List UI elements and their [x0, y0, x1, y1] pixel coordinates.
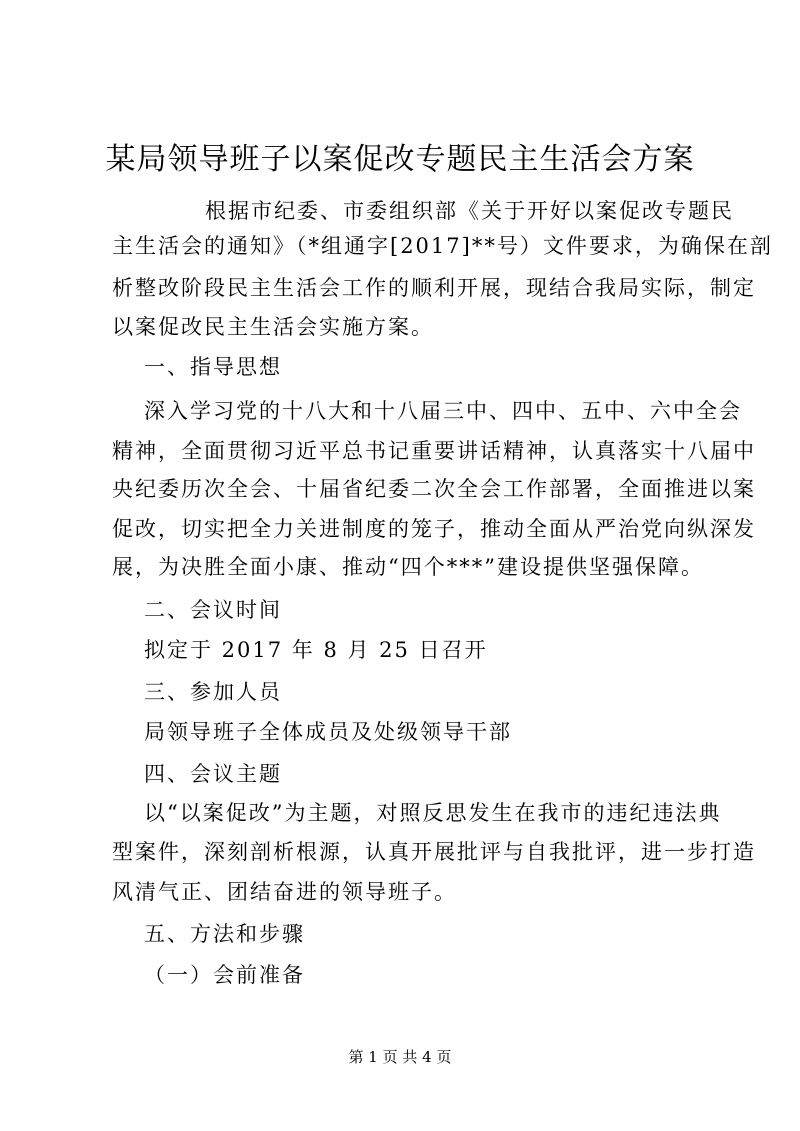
- paragraph-line: 析整改阶段民主生活会工作的顺利开展，现结合我局实际，制定: [112, 276, 756, 300]
- page-number-footer: 第 1 页 共 4 页: [348, 1048, 452, 1066]
- paragraph-line: 精神，全面贯彻习近平总书记重要讲话精神，认真落实十八届中: [112, 439, 756, 463]
- paragraph-line: 拟定于 2017 年 8 月 25 日召开: [144, 638, 488, 662]
- paragraph-line: 以“以案促改”为主题，对照反思发生在我市的违纪违法典: [144, 801, 722, 825]
- paragraph-line: 型案件，深刻剖析根源，认真开展批评与自我批评，进一步打造: [112, 840, 756, 864]
- paragraph-line: 深入学习党的十八大和十八届三中、四中、五中、六中全会: [144, 399, 742, 423]
- subsection-heading: （一）会前准备: [144, 963, 305, 987]
- paragraph-line: 主生活会的通知》（*组通字[2017]**号）文件要求，为确保在剖: [112, 234, 773, 258]
- paragraph-line: 促改，切实把全力关进制度的笼子，推动全面从严治党向纵深发: [112, 517, 756, 541]
- document-title: 某局领导班子以案促改专题民主生活会方案: [105, 142, 695, 177]
- paragraph-line: 央纪委历次全会、十届省纪委二次全会工作部署，全面推进以案: [112, 477, 756, 501]
- section-heading: 三、参加人员: [144, 680, 282, 704]
- section-heading: 一、指导思想: [144, 355, 282, 379]
- section-heading: 五、方法和步骤: [144, 922, 305, 946]
- paragraph-line: 风清气正、团结奋进的领导班子。: [112, 880, 457, 904]
- paragraph-line: 根据市纪委、市委组织部《关于开好以案促改专题民: [205, 199, 734, 223]
- section-heading: 四、会议主题: [144, 762, 282, 786]
- paragraph-line: 局领导班子全体成员及处级领导干部: [144, 720, 512, 744]
- paragraph-line: 以案促改民主生活会实施方案。: [112, 315, 434, 339]
- paragraph-line: 展，为决胜全面小康、推动“四个***”建设提供坚强保障。: [112, 555, 704, 579]
- section-heading: 二、会议时间: [144, 598, 282, 622]
